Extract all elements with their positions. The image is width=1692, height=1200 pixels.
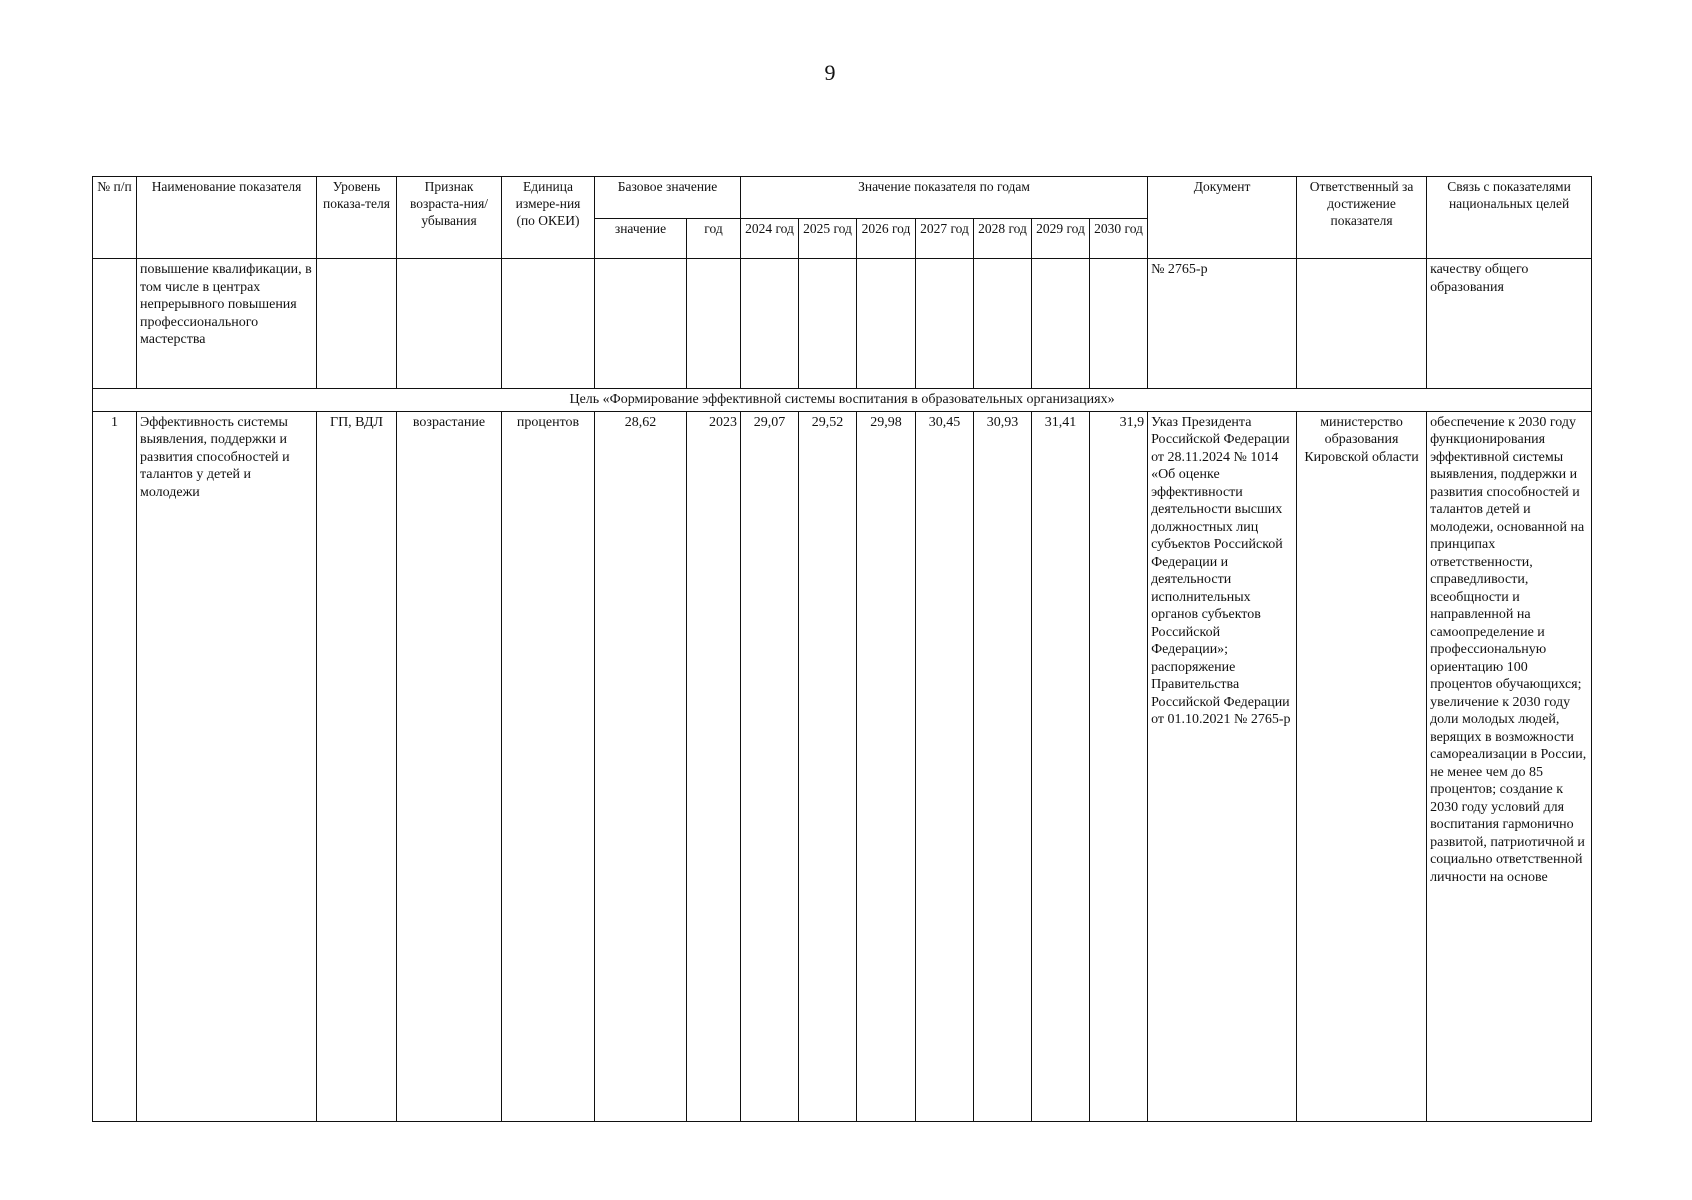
row1-base-value: 28,62 — [595, 411, 687, 1122]
cont-empty-cell — [1090, 259, 1148, 389]
header-base-value: значение — [595, 219, 687, 259]
header-responsible: Ответственный за достижение показателя — [1297, 177, 1427, 259]
cont-link: качеству общего образования — [1427, 259, 1592, 389]
row1-value-2025: 29,52 — [799, 411, 857, 1122]
cont-empty-cell — [857, 259, 916, 389]
header-year-2025: 2025 год — [799, 219, 857, 259]
header-year-2026: 2026 год — [857, 219, 916, 259]
cont-empty-cell — [595, 259, 687, 389]
cont-empty-cell — [741, 259, 799, 389]
page-number: 9 — [824, 60, 836, 85]
header-year-2030: 2030 год — [1090, 219, 1148, 259]
cont-empty-cell — [687, 259, 741, 389]
cont-empty-cell — [1032, 259, 1090, 389]
cont-empty-cell — [916, 259, 974, 389]
header-year-2027: 2027 год — [916, 219, 974, 259]
cont-empty-cell — [1297, 259, 1427, 389]
cont-empty-cell — [317, 259, 397, 389]
row1-link: обеспечение к 2030 году функционирования эффективной системы выявления, поддержки и развития способностей и талантов детей и молодежи, основанной на принципах ответственности, справедливости, всеобщности и направленной на самоопределение и профессиональную ориентацию 100 процентов обучающихся; увеличение к 2030 году доли молодых людей, верящих в возможности самореализации в России, не менее чем до 85 процентов; создание к 2030 году условий для воспитания гармонично развитой, патриотичной и социально ответственной личности на основе — [1427, 411, 1592, 1122]
cont-empty-cell — [502, 259, 595, 389]
header-document: Документ — [1148, 177, 1297, 259]
header-link: Связь с показателями национальных целей — [1427, 177, 1592, 259]
header-sign: Признак возраста-ния/ убывания — [397, 177, 502, 259]
indicator-row-1 — [93, 411, 1592, 1122]
row1-name: Эффективность системы выявления, поддержки и развития способностей и талантов у детей и молодежи — [137, 411, 317, 1122]
cont-name: повышение квалификации, в том числе в центрах непрерывного повышения профессионального мастерства — [137, 259, 317, 389]
header-base-year: год — [687, 219, 741, 259]
header-unit: Единица измере-ния (по ОКЕИ) — [502, 177, 595, 259]
header-base: Базовое значение — [595, 177, 741, 219]
row1-value-2029: 31,41 — [1032, 411, 1090, 1122]
header-year-2024: 2024 год — [741, 219, 799, 259]
row1-value-2026: 29,98 — [857, 411, 916, 1122]
header-year-2029: 2029 год — [1032, 219, 1090, 259]
cont-empty-cell — [974, 259, 1032, 389]
indicators-table — [92, 176, 1592, 1122]
cont-document: № 2765-р — [1148, 259, 1297, 389]
row1-value-2024: 29,07 — [741, 411, 799, 1122]
header-level: Уровень показа-теля — [317, 177, 397, 259]
row1-value-2028: 30,93 — [974, 411, 1032, 1122]
row1-num: 1 — [93, 411, 137, 1122]
cont-num — [93, 259, 137, 389]
row1-level: ГП, ВДЛ — [317, 411, 397, 1122]
cont-empty-cell — [799, 259, 857, 389]
row1-base-year: 2023 — [687, 411, 741, 1122]
row1-responsible: министерство образования Кировской области — [1297, 411, 1427, 1122]
header-num: № п/п — [93, 177, 137, 259]
continuation-row — [93, 259, 1592, 389]
row1-value-2030: 31,9 — [1090, 411, 1148, 1122]
header-by-years: Значение показателя по годам — [741, 177, 1148, 219]
row1-unit: процентов — [502, 411, 595, 1122]
row1-sign: возрастание — [397, 411, 502, 1122]
goal-row: Цель «Формирование эффективной системы воспитания в образовательных организациях» — [93, 389, 1592, 412]
cont-empty-cell — [397, 259, 502, 389]
row1-value-2027: 30,45 — [916, 411, 974, 1122]
header-name: Наименование показателя — [137, 177, 317, 259]
row1-document: Указ Президента Российской Федерации от 28.11.2024 № 1014 «Об оценке эффективности деятельности высших должностных лиц субъектов Российской Федерации и деятельности исполнительных органов субъектов Российской Федерации»; распоряжение Правительства Российской Федерации от 01.10.2021 № 2765-р — [1148, 411, 1297, 1122]
header-year-2028: 2028 год — [974, 219, 1032, 259]
